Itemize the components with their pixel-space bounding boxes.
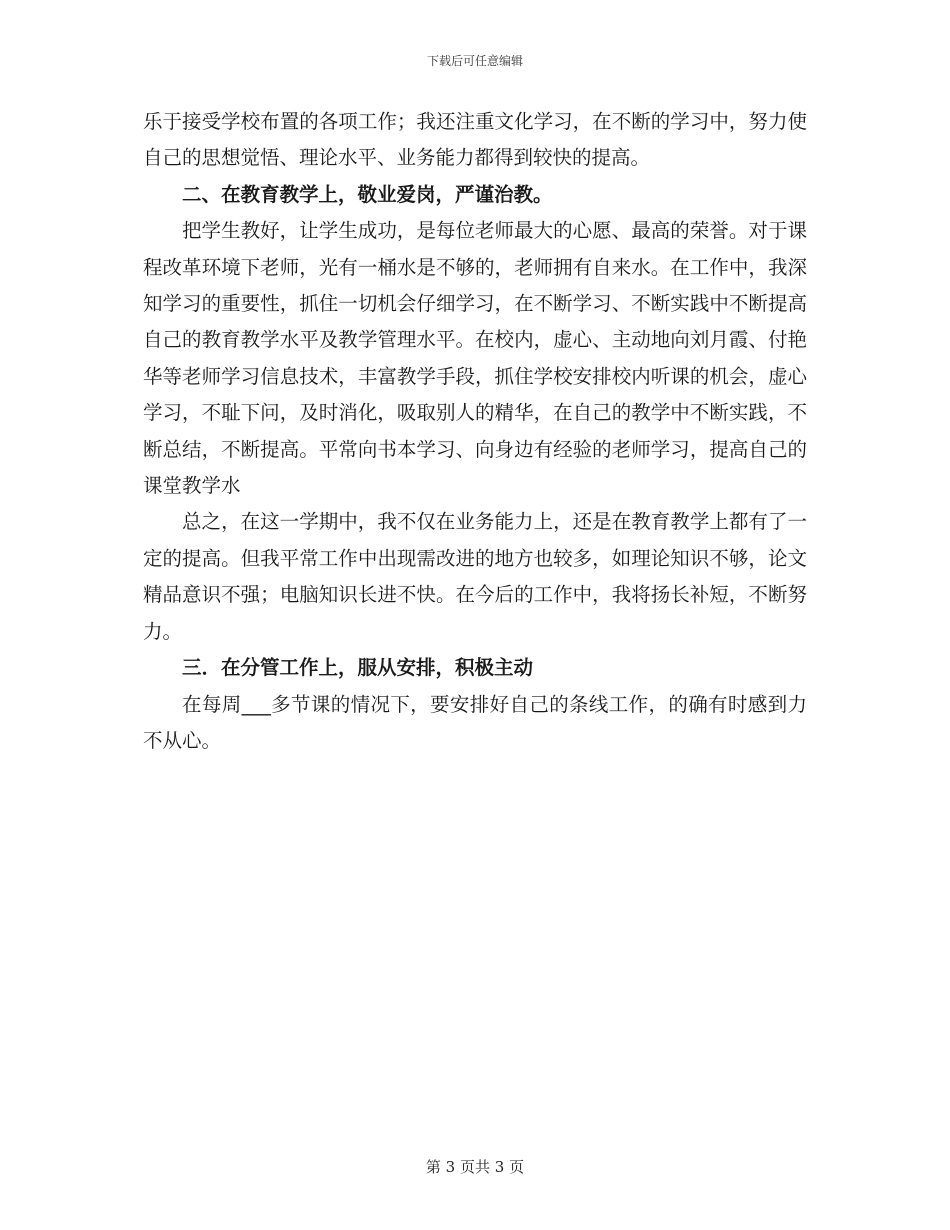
paragraph-3: 总之，在这一学期中，我不仅在业务能力上，还是在教育教学上都有了一定的提高。但我平常工作中出现需改进的地方也较多，如理论知识不够，论文精品意识不强；电脑知识长进不快。在今后的工作中，我将扬长补短，不断努力。 xyxy=(143,510,807,643)
page-header: 下载后可任意编辑 xyxy=(426,54,523,68)
document-body xyxy=(143,104,807,759)
page-footer: 第 3 页共 3 页 xyxy=(425,1158,525,1176)
section-heading-2: 二、在教育教学上，敬业爱岗，严谨治教。 xyxy=(182,182,553,206)
section-heading-3: 三．在分管工作上，服从安排，积极主动 xyxy=(182,656,534,680)
paragraph-1: 乐于接受学校布置的各项工作；我还注重文化学习，在不断的学习中，努力使自己的思想觉悟、理论水平、业务能力都得到较快的提高。 xyxy=(143,110,807,170)
paragraph-4: 在每周___多节课的情况下，要安排好自己的条线工作，的确有时感到力不从心。 xyxy=(143,692,807,752)
paragraph-2: 把学生教好，让学生成功，是每位老师最大的心愿、最高的荣誉。对于课程改革环境下老师，光有一桶水是不够的，老师拥有自来水。在工作中，我深知学习的重要性，抓住一切机会仔细学习，在不断学习、不断实践中不断提高自己的教育教学水平及教学管理水平。在校内，虚心、主动地向刘月霞、付艳华等老师学习信息技术，丰富教学手段，抓住学校安排校内听课的机会，虚心学习，不耻下问，及时消化，吸取别人的精华，在自己的教学中不断实践，不断总结，不断提高。平常向书本学习、向身边有经验的老师学习，提高自己的课堂教学水 xyxy=(143,219,807,498)
